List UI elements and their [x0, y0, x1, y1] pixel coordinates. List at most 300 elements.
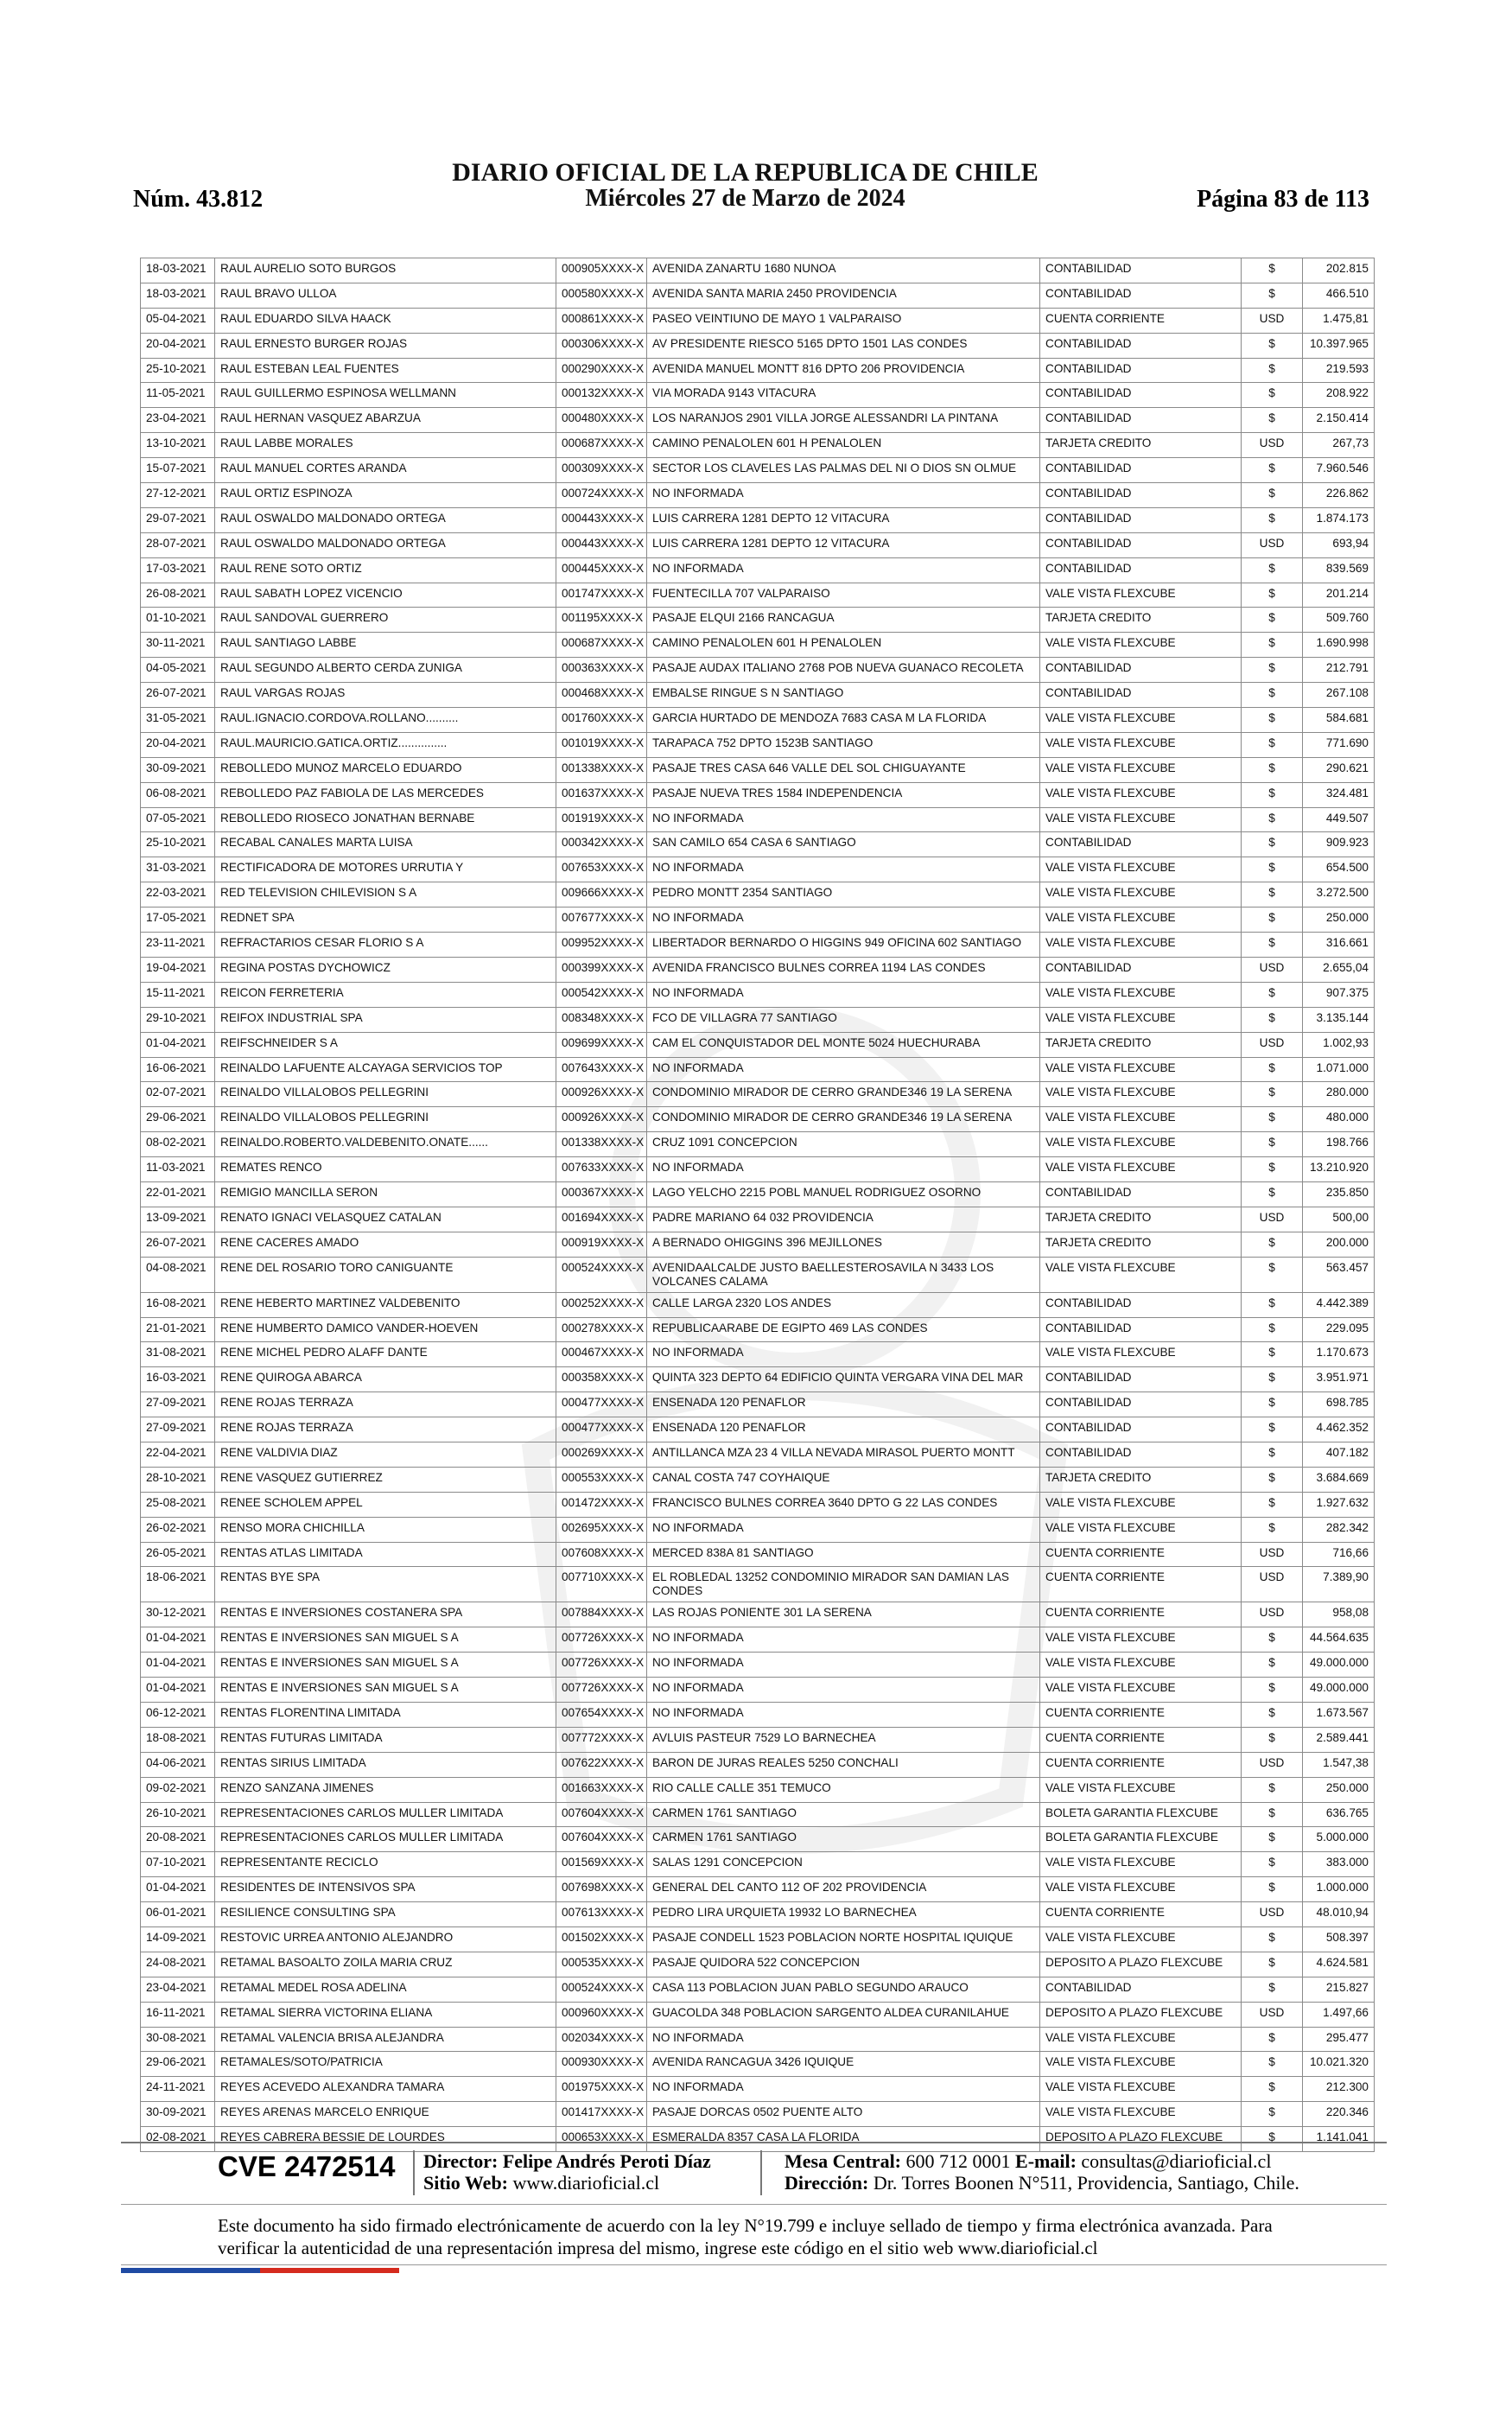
rut-cell: 002695XXXX-X [556, 1517, 647, 1542]
issue-date: Miércoles 27 de Marzo de 2024 [585, 185, 905, 212]
holder-name-cell: RED TELEVISION CHILEVISION S A [215, 882, 556, 908]
product-type-cell: TARJETA CREDITO [1040, 1232, 1242, 1257]
rut-cell: 007608XXXX-X [556, 1542, 647, 1567]
holder-name-cell: RAUL SABATH LOPEZ VICENCIO [215, 583, 556, 608]
address-cell: PASAJE TRES CASA 646 VALLE DEL SOL CHIGUAYANTE [647, 757, 1040, 782]
amount-cell: 480.000 [1303, 1107, 1375, 1132]
amount-cell: 13.210.920 [1303, 1157, 1375, 1182]
address-cell: REPUBLICAARABE DE EGIPTO 469 LAS CONDES [647, 1317, 1040, 1342]
address-cell: PASAJE DORCAS 0502 PUENTE ALTO [647, 2102, 1040, 2127]
holder-name-cell: RAUL OSWALDO MALDONADO ORTEGA [215, 507, 556, 532]
rut-cell: 002034XXXX-X [556, 2027, 647, 2052]
holder-name-cell: RENEE SCHOLEM APPEL [215, 1492, 556, 1517]
rut-cell: 001569XXXX-X [556, 1852, 647, 1877]
product-type-cell: VALE VISTA FLEXCUBE [1040, 1678, 1242, 1703]
amount-cell: 250.000 [1303, 1777, 1375, 1802]
address-cell: SECTOR LOS CLAVELES LAS PALMAS DEL NI O DIOS SN OLMUE [647, 458, 1040, 483]
date-cell: 06-12-2021 [141, 1702, 215, 1727]
address-cell: FUENTECILLA 707 VALPARAISO [647, 583, 1040, 608]
table-row [141, 2102, 1375, 2127]
holder-name-cell: RAUL.MAURICIO.GATICA.ORTIZ............... [215, 732, 556, 757]
holder-name-cell: REDNET SPA [215, 908, 556, 933]
currency-cell: USD [1242, 2002, 1303, 2027]
address-cell: NO INFORMADA [647, 2027, 1040, 2052]
date-cell: 30-08-2021 [141, 2027, 215, 2052]
currency-cell: $ [1242, 1107, 1303, 1132]
holder-name-cell: REPRESENTACIONES CARLOS MULLER LIMITADA [215, 1802, 556, 1827]
date-cell: 16-03-2021 [141, 1367, 215, 1392]
amount-cell: 280.000 [1303, 1082, 1375, 1107]
currency-cell: $ [1242, 1181, 1303, 1207]
table-row [141, 283, 1375, 308]
address-cell: NO INFORMADA [647, 483, 1040, 508]
currency-cell: $ [1242, 2077, 1303, 2102]
address-label: Dirección: [785, 2172, 869, 2194]
table-row [141, 1367, 1375, 1392]
rut-cell: 001019XXXX-X [556, 732, 647, 757]
address-cell: SAN CAMILO 654 CASA 6 SANTIAGO [647, 832, 1040, 857]
table-row [141, 1107, 1375, 1132]
currency-cell: $ [1242, 1727, 1303, 1752]
holder-name-cell: REBOLLEDO MUNOZ MARCELO EDUARDO [215, 757, 556, 782]
holder-name-cell: RETAMAL MEDEL ROSA ADELINA [215, 1977, 556, 2002]
currency-cell: USD [1242, 1032, 1303, 1057]
amount-cell: 219.593 [1303, 358, 1375, 383]
table-row [141, 532, 1375, 557]
rut-cell: 007622XXXX-X [556, 1752, 647, 1777]
rut-cell: 000342XXXX-X [556, 832, 647, 857]
table-row [141, 2127, 1375, 2152]
currency-cell: $ [1242, 1653, 1303, 1678]
rut-cell: 000524XXXX-X [556, 1257, 647, 1292]
product-type-cell: VALE VISTA FLEXCUBE [1040, 1492, 1242, 1517]
table-row [141, 1802, 1375, 1827]
amount-cell: 48.010,94 [1303, 1902, 1375, 1927]
holder-name-cell: RENTAS E INVERSIONES SAN MIGUEL S A [215, 1627, 556, 1653]
product-type-cell: CONTABILIDAD [1040, 1417, 1242, 1442]
date-cell: 08-02-2021 [141, 1132, 215, 1157]
date-cell: 01-04-2021 [141, 1032, 215, 1057]
newspaper-title: DIARIO OFICIAL DE LA REPUBLICA DE CHILE [452, 158, 1039, 187]
currency-cell: $ [1242, 1157, 1303, 1182]
table-row [141, 1952, 1375, 1977]
product-type-cell: CONTABILIDAD [1040, 383, 1242, 408]
rut-cell: 009666XXXX-X [556, 882, 647, 908]
rut-cell: 000542XXXX-X [556, 982, 647, 1007]
address-cell: VIA MORADA 9143 VITACURA [647, 383, 1040, 408]
address-cell: LAS ROJAS PONIENTE 301 LA SERENA [647, 1602, 1040, 1627]
amount-cell: 636.765 [1303, 1802, 1375, 1827]
holder-name-cell: RAUL VARGAS ROJAS [215, 683, 556, 708]
table-row [141, 1777, 1375, 1802]
table-row [141, 1392, 1375, 1417]
table-row [141, 1627, 1375, 1653]
currency-cell: $ [1242, 1777, 1303, 1802]
product-type-cell: CUENTA CORRIENTE [1040, 1602, 1242, 1627]
rut-cell: 009952XXXX-X [556, 933, 647, 958]
date-cell: 27-12-2021 [141, 483, 215, 508]
address-cell: PASAJE AUDAX ITALIANO 2768 POB NUEVA GUANACO RECOLETA [647, 658, 1040, 683]
currency-cell: $ [1242, 2027, 1303, 2052]
date-cell: 16-08-2021 [141, 1292, 215, 1317]
address-cell: AVENIDAALCALDE JUSTO BAELLESTEROSAVILA N 3433 LOS VOLCANES CALAMA [647, 1257, 1040, 1292]
table-row [141, 1342, 1375, 1367]
holder-name-cell: RECABAL CANALES MARTA LUISA [215, 832, 556, 857]
holder-name-cell: RAUL RENE SOTO ORTIZ [215, 557, 556, 583]
table-row [141, 782, 1375, 807]
address-cell: PASEO VEINTIUNO DE MAYO 1 VALPARAISO [647, 308, 1040, 333]
holder-name-cell: REPRESENTACIONES CARLOS MULLER LIMITADA [215, 1827, 556, 1852]
date-cell: 18-03-2021 [141, 258, 215, 283]
amount-cell: 49.000.000 [1303, 1653, 1375, 1678]
currency-cell: $ [1242, 933, 1303, 958]
amount-cell: 235.850 [1303, 1181, 1375, 1207]
date-cell: 17-05-2021 [141, 908, 215, 933]
table-row [141, 683, 1375, 708]
table-row [141, 1827, 1375, 1852]
address-cell: ESMERALDA 8357 CASA LA FLORIDA [647, 2127, 1040, 2152]
amount-cell: 1.690.998 [1303, 633, 1375, 658]
rut-cell: 000926XXXX-X [556, 1082, 647, 1107]
currency-cell: $ [1242, 1627, 1303, 1653]
product-type-cell: TARJETA CREDITO [1040, 1207, 1242, 1232]
holder-name-cell: RAUL ESTEBAN LEAL FUENTES [215, 358, 556, 383]
rut-cell: 000861XXXX-X [556, 308, 647, 333]
address-cell: NO INFORMADA [647, 857, 1040, 882]
address-cell: CASA 113 POBLACION JUAN PABLO SEGUNDO ARAUCO [647, 1977, 1040, 2002]
product-type-cell: DEPOSITO A PLAZO FLEXCUBE [1040, 2002, 1242, 2027]
table-row [141, 433, 1375, 458]
holder-name-cell: RAUL SEGUNDO ALBERTO CERDA ZUNIGA [215, 658, 556, 683]
amount-cell: 3.951.971 [1303, 1367, 1375, 1392]
rut-cell: 007653XXXX-X [556, 857, 647, 882]
cve-code: CVE 2472514 [218, 2150, 396, 2182]
address-cell: A BERNADO OHIGGINS 396 MEJILLONES [647, 1232, 1040, 1257]
currency-cell: $ [1242, 283, 1303, 308]
address-cell: NO INFORMADA [647, 1517, 1040, 1542]
amount-cell: 1.002,93 [1303, 1032, 1375, 1057]
table-row [141, 1082, 1375, 1107]
rut-cell: 000653XXXX-X [556, 2127, 647, 2152]
address-cell: LUIS CARRERA 1281 DEPTO 12 VITACURA [647, 507, 1040, 532]
holder-name-cell: RENE VALDIVIA DIAZ [215, 1442, 556, 1467]
address-cell: GARCIA HURTADO DE MENDOZA 7683 CASA M LA FLORIDA [647, 708, 1040, 733]
table-row [141, 982, 1375, 1007]
currency-cell: $ [1242, 732, 1303, 757]
holder-name-cell: RAUL EDUARDO SILVA HAACK [215, 308, 556, 333]
amount-cell: 1.170.673 [1303, 1342, 1375, 1367]
table-row [141, 1752, 1375, 1777]
address-cell: CONDOMINIO MIRADOR DE CERRO GRANDE346 19 LA SERENA [647, 1107, 1040, 1132]
date-cell: 02-08-2021 [141, 2127, 215, 2152]
amount-cell: 4.624.581 [1303, 1952, 1375, 1977]
rut-cell: 000535XXXX-X [556, 1952, 647, 1977]
table-row [141, 1442, 1375, 1467]
table-row [141, 1567, 1375, 1602]
rut-cell: 000367XXXX-X [556, 1181, 647, 1207]
currency-cell: $ [1242, 658, 1303, 683]
product-type-cell: VALE VISTA FLEXCUBE [1040, 982, 1242, 1007]
email-link[interactable]: consultas@diarioficial.cl [1081, 2150, 1272, 2172]
holder-name-cell: REYES CABRERA BESSIE DE LOURDES [215, 2127, 556, 2152]
table-row [141, 1877, 1375, 1902]
holder-name-cell: RENATO IGNACI VELASQUEZ CATALAN [215, 1207, 556, 1232]
product-type-cell: VALE VISTA FLEXCUBE [1040, 1257, 1242, 1292]
holder-name-cell: REINALDO LAFUENTE ALCAYAGA SERVICIOS TOP [215, 1057, 556, 1082]
holder-name-cell: RESILIENCE CONSULTING SPA [215, 1902, 556, 1927]
table-row [141, 1852, 1375, 1877]
rut-cell: 000905XXXX-X [556, 258, 647, 283]
date-cell: 30-11-2021 [141, 633, 215, 658]
currency-cell: $ [1242, 908, 1303, 933]
address-cell: LAGO YELCHO 2215 POBL MANUEL RODRIGUEZ OSORNO [647, 1181, 1040, 1207]
rut-cell: 000309XXXX-X [556, 458, 647, 483]
date-cell: 26-10-2021 [141, 1802, 215, 1827]
rut-cell: 007654XXXX-X [556, 1702, 647, 1727]
address-cell: ENSENADA 120 PENAFLOR [647, 1417, 1040, 1442]
date-cell: 07-10-2021 [141, 1852, 215, 1877]
amount-cell: 907.375 [1303, 982, 1375, 1007]
rut-cell: 001663XXXX-X [556, 1777, 647, 1802]
website-link[interactable]: www.diarioficial.cl [512, 2172, 660, 2194]
address-cell: FCO DE VILLAGRA 77 SANTIAGO [647, 1007, 1040, 1032]
table-row [141, 458, 1375, 483]
product-type-cell: VALE VISTA FLEXCUBE [1040, 1057, 1242, 1082]
amount-cell: 909.923 [1303, 832, 1375, 857]
rut-cell: 000363XXXX-X [556, 658, 647, 683]
rut-cell: 000290XXXX-X [556, 358, 647, 383]
currency-cell: USD [1242, 1902, 1303, 1927]
table-row [141, 1902, 1375, 1927]
holder-name-cell: RAUL GUILLERMO ESPINOSA WELLMANN [215, 383, 556, 408]
amount-cell: 839.569 [1303, 557, 1375, 583]
table-row [141, 832, 1375, 857]
product-type-cell: TARJETA CREDITO [1040, 433, 1242, 458]
currency-cell: USD [1242, 308, 1303, 333]
amount-cell: 2.150.414 [1303, 408, 1375, 433]
product-type-cell: CUENTA CORRIENTE [1040, 308, 1242, 333]
rut-cell: 000445XXXX-X [556, 557, 647, 583]
holder-name-cell: RENZO SANZANA JIMENES [215, 1777, 556, 1802]
amount-cell: 295.477 [1303, 2027, 1375, 2052]
currency-cell: $ [1242, 1952, 1303, 1977]
amount-cell: 693,94 [1303, 532, 1375, 557]
date-cell: 11-05-2021 [141, 383, 215, 408]
date-cell: 19-04-2021 [141, 957, 215, 982]
rut-cell: 007643XXXX-X [556, 1057, 647, 1082]
date-cell: 27-09-2021 [141, 1392, 215, 1417]
date-cell: 11-03-2021 [141, 1157, 215, 1182]
address-cell: PADRE MARIANO 64 032 PROVIDENCIA [647, 1207, 1040, 1232]
rut-cell: 007726XXXX-X [556, 1678, 647, 1703]
date-cell: 01-04-2021 [141, 1653, 215, 1678]
address-cell: EL ROBLEDAL 13252 CONDOMINIO MIRADOR SAN DAMIAN LAS CONDES [647, 1567, 1040, 1602]
holder-name-cell: RAUL ORTIZ ESPINOZA [215, 483, 556, 508]
amount-cell: 212.300 [1303, 2077, 1375, 2102]
product-type-cell: VALE VISTA FLEXCUBE [1040, 1082, 1242, 1107]
holder-name-cell: RENE HUMBERTO DAMICO VANDER-HOEVEN [215, 1317, 556, 1342]
rut-cell: 001694XXXX-X [556, 1207, 647, 1232]
currency-cell: $ [1242, 1678, 1303, 1703]
address-cell: AVENIDA MANUEL MONTT 816 DPTO 206 PROVIDENCIA [647, 358, 1040, 383]
product-type-cell: CUENTA CORRIENTE [1040, 1702, 1242, 1727]
date-cell: 05-04-2021 [141, 308, 215, 333]
product-type-cell: CONTABILIDAD [1040, 408, 1242, 433]
product-type-cell: VALE VISTA FLEXCUBE [1040, 732, 1242, 757]
date-cell: 31-05-2021 [141, 708, 215, 733]
phone-label: Mesa Central: [785, 2150, 902, 2172]
rut-cell: 000468XXXX-X [556, 683, 647, 708]
legal-notice: Este documento ha sido firmado electrónicamente de acuerdo con la ley N°19.799 e incluye sellado de tiempo y firma electrónica avanzada. Para verificar la autenticidad de una representación impresa del mismo, ingrese este código en el sitio web www.diarioficial.cl [218, 2215, 1273, 2258]
address-cell: NO INFORMADA [647, 2077, 1040, 2102]
address-cell: QUINTA 323 DEPTO 64 EDIFICIO QUINTA VERGARA VINA DEL MAR [647, 1367, 1040, 1392]
product-type-cell: VALE VISTA FLEXCUBE [1040, 2102, 1242, 2127]
date-cell: 26-07-2021 [141, 683, 215, 708]
holder-name-cell: RENTAS FUTURAS LIMITADA [215, 1727, 556, 1752]
currency-cell: $ [1242, 458, 1303, 483]
address-cell: RIO CALLE CALLE 351 TEMUCO [647, 1777, 1040, 1802]
product-type-cell: BOLETA GARANTIA FLEXCUBE [1040, 1802, 1242, 1827]
amount-cell: 1.927.632 [1303, 1492, 1375, 1517]
product-type-cell: VALE VISTA FLEXCUBE [1040, 1107, 1242, 1132]
currency-cell: $ [1242, 757, 1303, 782]
date-cell: 18-03-2021 [141, 283, 215, 308]
table-row [141, 908, 1375, 933]
holder-name-cell: RENE HEBERTO MARTINEZ VALDEBENITO [215, 1292, 556, 1317]
product-type-cell: VALE VISTA FLEXCUBE [1040, 857, 1242, 882]
table-row [141, 1132, 1375, 1157]
currency-cell: $ [1242, 608, 1303, 633]
address-cell: PASAJE CONDELL 1523 POBLACION NORTE HOSPITAL IQUIQUE [647, 1927, 1040, 1952]
holder-name-cell: REFRACTARIOS CESAR FLORIO S A [215, 933, 556, 958]
amount-cell: 654.500 [1303, 857, 1375, 882]
currency-cell: $ [1242, 1057, 1303, 1082]
date-cell: 16-06-2021 [141, 1057, 215, 1082]
table-row [141, 333, 1375, 358]
table-row [141, 1977, 1375, 2002]
address-cell: SALAS 1291 CONCEPCION [647, 1852, 1040, 1877]
holder-name-cell: REMATES RENCO [215, 1157, 556, 1182]
date-cell: 14-09-2021 [141, 1927, 215, 1952]
date-cell: 26-05-2021 [141, 1542, 215, 1567]
date-cell: 29-07-2021 [141, 507, 215, 532]
rut-cell: 000132XXXX-X [556, 383, 647, 408]
address-cell: NO INFORMADA [647, 1627, 1040, 1653]
product-type-cell: VALE VISTA FLEXCUBE [1040, 1132, 1242, 1157]
product-type-cell: CONTABILIDAD [1040, 1317, 1242, 1342]
address-cell: CARMEN 1761 SANTIAGO [647, 1802, 1040, 1827]
holder-name-cell: RESTOVIC URREA ANTONIO ALEJANDRO [215, 1927, 556, 1952]
currency-cell: $ [1242, 2052, 1303, 2077]
currency-cell: $ [1242, 708, 1303, 733]
currency-cell: $ [1242, 1317, 1303, 1342]
table-row [141, 557, 1375, 583]
amount-cell: 1.547,38 [1303, 1752, 1375, 1777]
currency-cell: $ [1242, 2127, 1303, 2152]
rut-cell: 001502XXXX-X [556, 1927, 647, 1952]
product-type-cell: CONTABILIDAD [1040, 458, 1242, 483]
currency-cell: $ [1242, 1442, 1303, 1467]
amount-cell: 3.684.669 [1303, 1467, 1375, 1492]
product-type-cell: VALE VISTA FLEXCUBE [1040, 782, 1242, 807]
date-cell: 30-09-2021 [141, 757, 215, 782]
table-row [141, 2077, 1375, 2102]
currency-cell: $ [1242, 782, 1303, 807]
currency-cell: $ [1242, 1082, 1303, 1107]
holder-name-cell: REGINA POSTAS DYCHOWICZ [215, 957, 556, 982]
product-type-cell: VALE VISTA FLEXCUBE [1040, 1653, 1242, 1678]
amount-cell: 200.000 [1303, 1232, 1375, 1257]
product-type-cell: VALE VISTA FLEXCUBE [1040, 1927, 1242, 1952]
holder-name-cell: RAUL OSWALDO MALDONADO ORTEGA [215, 532, 556, 557]
currency-cell: USD [1242, 1567, 1303, 1602]
product-type-cell: VALE VISTA FLEXCUBE [1040, 1007, 1242, 1032]
rut-cell: 008348XXXX-X [556, 1007, 647, 1032]
date-cell: 22-03-2021 [141, 882, 215, 908]
issue-number: Núm. 43.812 [133, 186, 264, 213]
table-row [141, 732, 1375, 757]
rut-cell: 007698XXXX-X [556, 1877, 647, 1902]
currency-cell: USD [1242, 1207, 1303, 1232]
date-cell: 28-10-2021 [141, 1467, 215, 1492]
rut-cell: 001338XXXX-X [556, 757, 647, 782]
date-cell: 24-11-2021 [141, 2077, 215, 2102]
holder-name-cell: RAUL.IGNACIO.CORDOVA.ROLLANO.......... [215, 708, 556, 733]
date-cell: 01-04-2021 [141, 1627, 215, 1653]
address-cell: AVENIDA RANCAGUA 3426 IQUIQUE [647, 2052, 1040, 2077]
amount-cell: 1.874.173 [1303, 507, 1375, 532]
address-cell: ENSENADA 120 PENAFLOR [647, 1392, 1040, 1417]
product-type-cell: TARJETA CREDITO [1040, 1467, 1242, 1492]
address-cell: NO INFORMADA [647, 982, 1040, 1007]
amount-cell: 509.760 [1303, 608, 1375, 633]
address-cell: CAMINO PENALOLEN 601 H PENALOLEN [647, 433, 1040, 458]
product-type-cell: BOLETA GARANTIA FLEXCUBE [1040, 1827, 1242, 1852]
address-cell: NO INFORMADA [647, 1702, 1040, 1727]
amount-cell: 4.462.352 [1303, 1417, 1375, 1442]
address-cell: NO INFORMADA [647, 1653, 1040, 1678]
holder-name-cell: RAUL ERNESTO BURGER ROJAS [215, 333, 556, 358]
date-cell: 18-08-2021 [141, 1727, 215, 1752]
table-row [141, 383, 1375, 408]
product-type-cell: VALE VISTA FLEXCUBE [1040, 1777, 1242, 1802]
date-cell: 15-07-2021 [141, 458, 215, 483]
holder-name-cell: RENE DEL ROSARIO TORO CANIGUANTE [215, 1257, 556, 1292]
currency-cell: $ [1242, 383, 1303, 408]
holder-name-cell: RETAMALES/SOTO/PATRICIA [215, 2052, 556, 2077]
product-type-cell: CONTABILIDAD [1040, 658, 1242, 683]
table-row [141, 633, 1375, 658]
address-cell: CONDOMINIO MIRADOR DE CERRO GRANDE346 19 LA SERENA [647, 1082, 1040, 1107]
currency-cell: USD [1242, 1542, 1303, 1567]
rut-cell: 001472XXXX-X [556, 1492, 647, 1517]
holder-name-cell: REIFSCHNEIDER S A [215, 1032, 556, 1057]
currency-cell: USD [1242, 433, 1303, 458]
table-row [141, 1317, 1375, 1342]
table-row [141, 2027, 1375, 2052]
holder-name-cell: REBOLLEDO RIOSECO JONATHAN BERNABE [215, 807, 556, 832]
footer-divider [121, 2142, 1387, 2143]
table-row [141, 1492, 1375, 1517]
holder-name-cell: REINALDO.ROBERTO.VALDEBENITO.ONATE...... [215, 1132, 556, 1157]
amount-cell: 407.182 [1303, 1442, 1375, 1467]
date-cell: 01-04-2021 [141, 1877, 215, 1902]
table-row [141, 882, 1375, 908]
rut-cell: 000687XXXX-X [556, 633, 647, 658]
date-cell: 23-11-2021 [141, 933, 215, 958]
product-type-cell: CONTABILIDAD [1040, 483, 1242, 508]
amount-cell: 229.095 [1303, 1317, 1375, 1342]
